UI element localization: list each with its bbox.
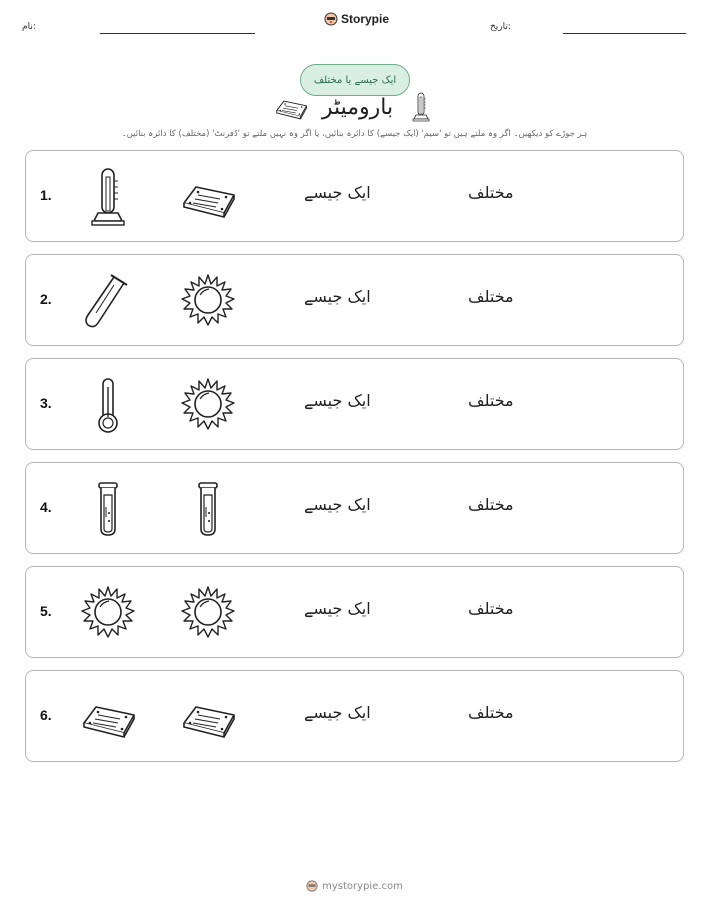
test-tube-liquid-icon — [76, 477, 140, 541]
exercise-row — [25, 462, 684, 554]
exercise-row — [25, 150, 684, 242]
same-option[interactable]: ایک جیسے — [304, 599, 371, 618]
test-tube-liquid-icon — [176, 477, 240, 541]
barometer-icon — [272, 88, 310, 126]
worksheet-type-tag: ایک جیسے یا مختلف — [300, 64, 410, 96]
sun-icon — [176, 373, 240, 437]
name-label: نام: — [22, 22, 36, 32]
sun-icon — [176, 269, 240, 333]
same-option[interactable]: ایک جیسے — [304, 495, 371, 514]
same-option[interactable]: ایک جیسے — [304, 183, 371, 202]
worksheet-header — [0, 0, 709, 40]
exercise-row — [25, 254, 684, 346]
sun-icon — [76, 581, 140, 645]
different-option[interactable]: مختلف — [468, 287, 514, 306]
different-option[interactable]: مختلف — [468, 495, 514, 514]
thermometer-stand-icon — [405, 91, 437, 123]
date-label: تاریخ: — [490, 22, 511, 32]
row-number: 5. — [40, 603, 52, 619]
footer — [0, 880, 709, 892]
footer-url: mystorypie.com — [322, 880, 403, 892]
date-line[interactable] — [563, 33, 686, 34]
different-option[interactable]: مختلف — [468, 599, 514, 618]
exercise-row — [25, 566, 684, 658]
brand-name: Storypie — [341, 12, 390, 26]
storypie-mascot-icon — [324, 12, 338, 26]
title-row — [0, 92, 709, 122]
row-number: 1. — [40, 187, 52, 203]
test-tube-icon — [76, 269, 140, 333]
instructions: ہر جوڑے کو دیکھیں۔ اگر وہ ملتے ہیں تو 'سیم' (ایک جیسے) کا دائرہ بنائیں، یا اگر وہ نہیں ملتے تو 'ڈفرنٹ' (مختلف) کا دائرہ بنائیں۔ — [121, 129, 588, 139]
row-number: 3. — [40, 395, 52, 411]
same-option[interactable]: ایک جیسے — [304, 391, 371, 410]
exercise-row — [25, 358, 684, 450]
page-title: بارومیٹر — [321, 94, 394, 120]
thermometer-stand-icon — [76, 165, 140, 229]
row-number: 2. — [40, 291, 52, 307]
barometer-icon — [176, 165, 240, 229]
different-option[interactable]: مختلف — [468, 391, 514, 410]
brand-logo — [324, 12, 389, 26]
row-number: 6. — [40, 707, 52, 723]
thermometer-icon — [76, 373, 140, 437]
different-option[interactable]: مختلف — [468, 703, 514, 722]
different-option[interactable]: مختلف — [468, 183, 514, 202]
barometer-icon — [176, 685, 240, 749]
exercise-row — [25, 670, 684, 762]
sun-icon — [176, 581, 240, 645]
same-option[interactable]: ایک جیسے — [304, 287, 371, 306]
row-number: 4. — [40, 499, 52, 515]
barometer-icon — [76, 685, 140, 749]
name-line[interactable] — [100, 33, 255, 34]
storypie-mascot-icon — [306, 880, 318, 892]
same-option[interactable]: ایک جیسے — [304, 703, 371, 722]
